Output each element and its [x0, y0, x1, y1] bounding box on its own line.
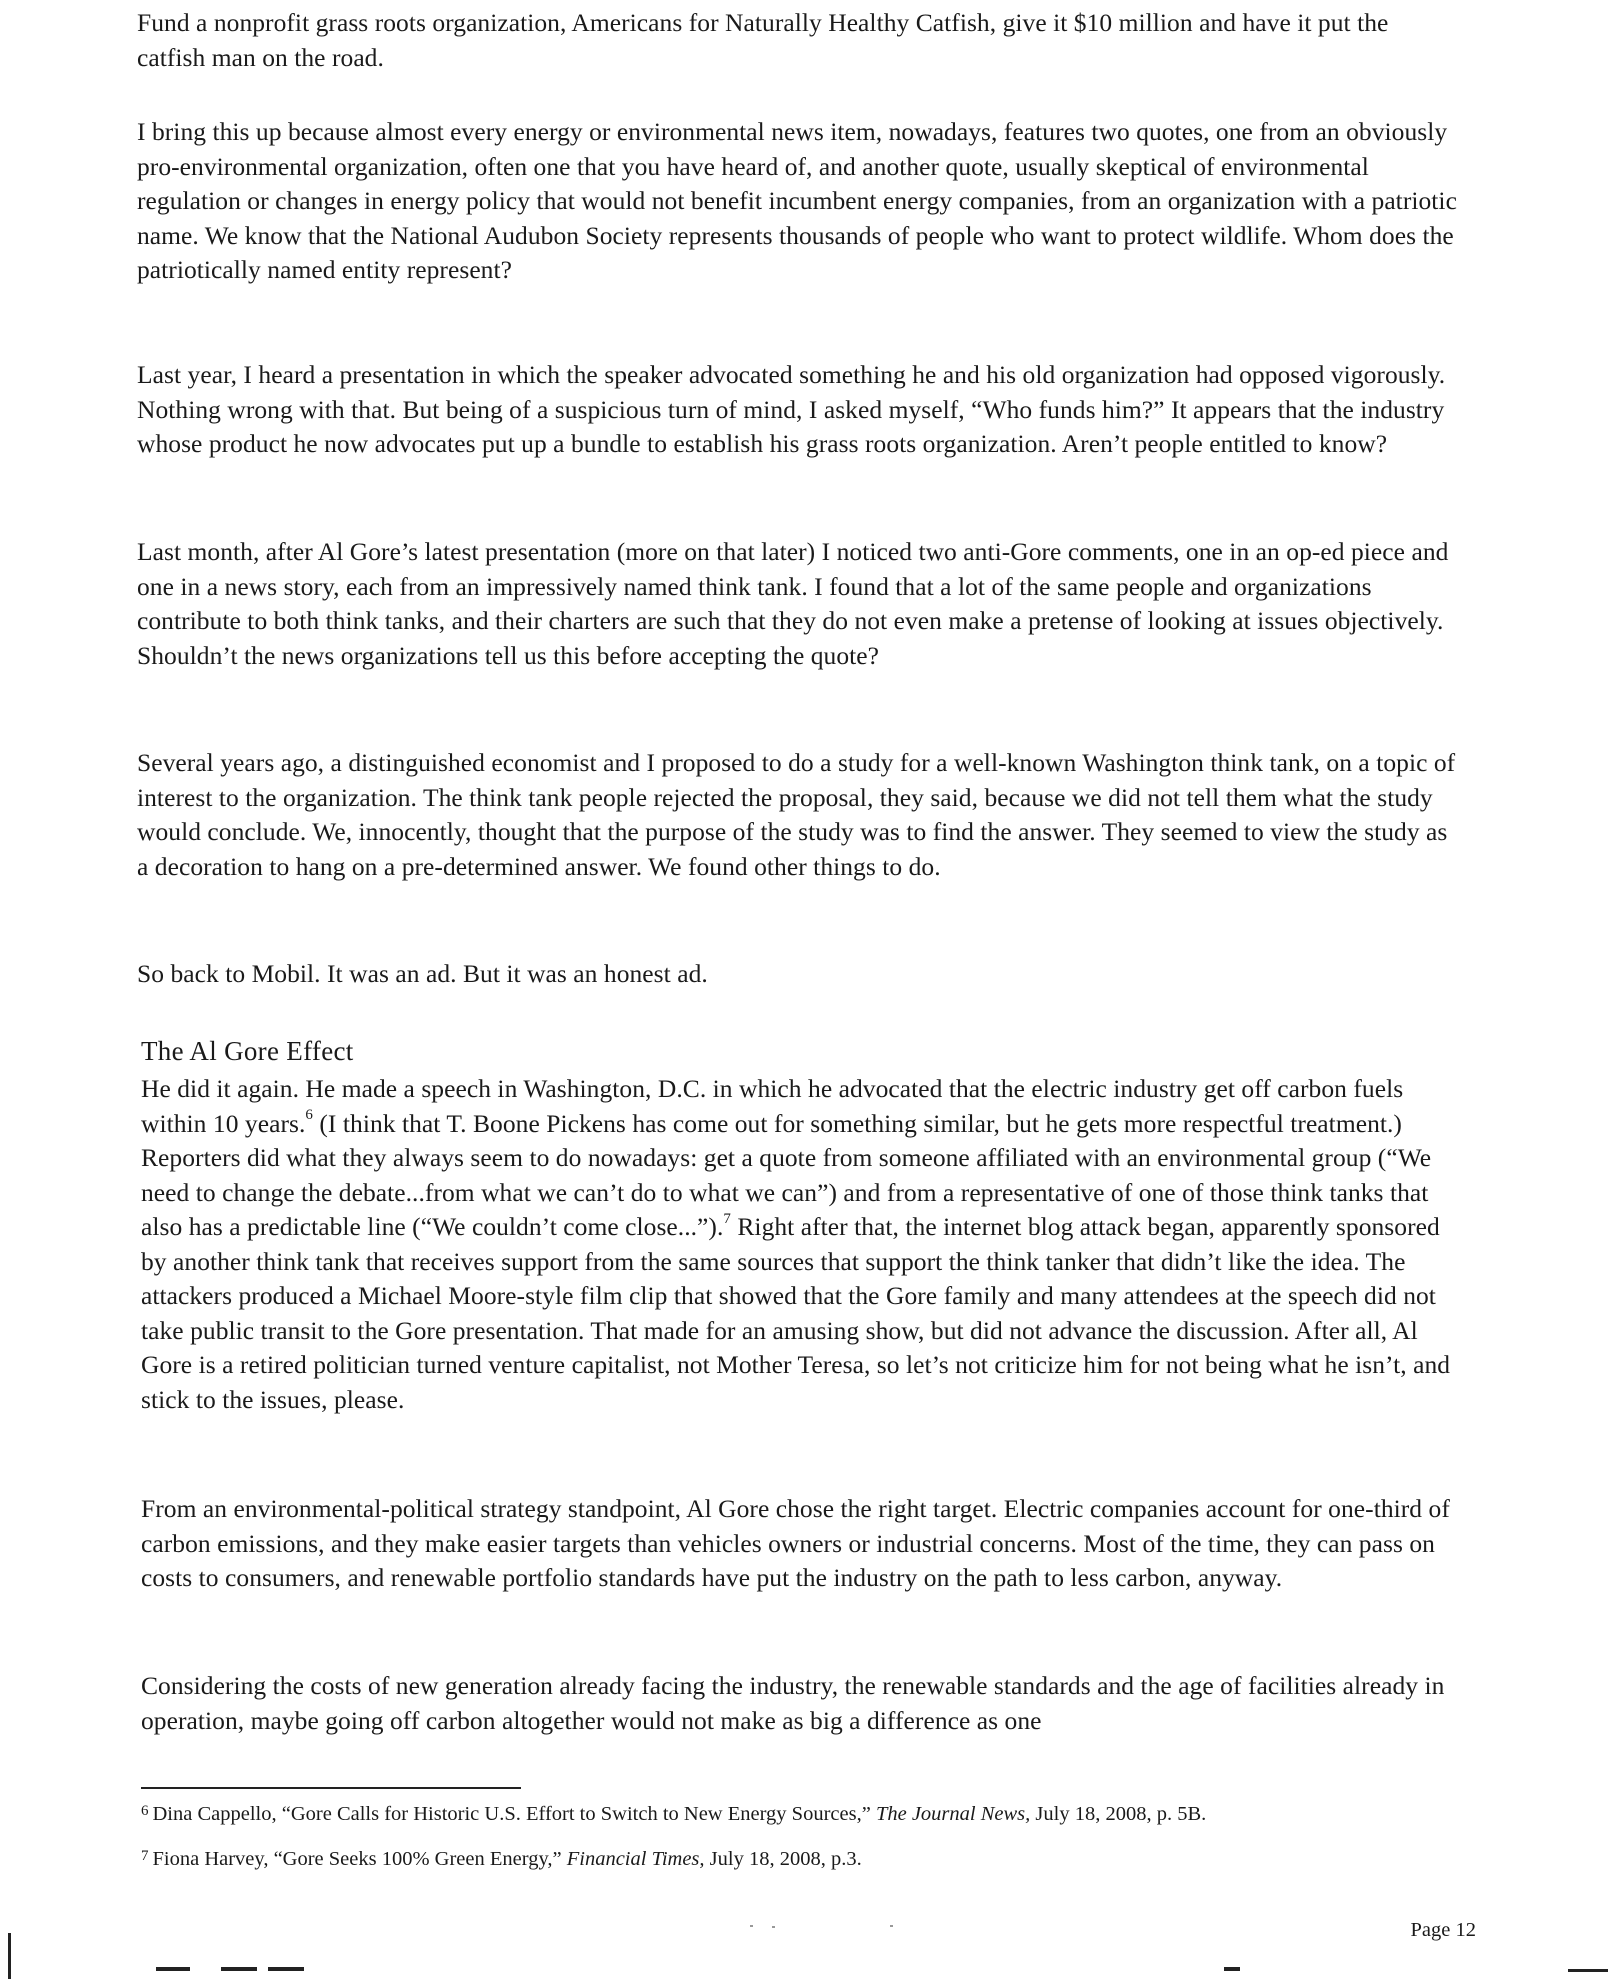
footnote-6 [141, 1801, 1206, 1829]
section-heading: The Al Gore Effect [141, 1036, 354, 1066]
footnote-ref-7: 7 [723, 1210, 731, 1227]
footnote-date: July 18, 2008, p.3. [704, 1848, 862, 1870]
scan-artifact-mark [268, 1967, 304, 1971]
gore-text-part3: Right after that, the internet blog attack began, apparently sponsored by another think tank that receives support from the same sources that support the think tanker that didn’t like the idea. The attackers produced a Michael Moore-style film clip that showed that the Gore family and many attendees at the speech did not take public transit to the Gore presentation. That made for an amusing show, but did not advance the discussion. After all, Al Gore is a retired politician turned venture capitalist, not Mother Teresa, so let’s not criticize him for not being what he isn’t, and stick to the issues, please. [141, 1212, 1451, 1414]
paragraph-mobil: So back to Mobil. It was an ad. But it was an honest ad. [137, 959, 708, 988]
paragraph-last-month: Last month, after Al Gore’s latest presentation (more on that later) I noticed two anti-Gore comments, one in an op-ed piece and one in a news story, each from an impressively named think tank. I found that a lot of the same people and organizations contribute to both think tanks, and their charters are such that they do not even make a pretense of looking at issues objectively. Shouldn’t the news organizations tell us this before accepting the quote? [137, 537, 1449, 670]
footnote-number: 7 [141, 1848, 149, 1864]
scan-artifact-left-bar [8, 1933, 11, 1979]
footnote-number: 6 [141, 1803, 149, 1819]
paragraph-last-year: Last year, I heard a presentation in which the speaker advocated something he and his old organization had opposed vigorously. Nothing wrong with that. But being of a suspicious turn of mind, I asked myself, “Who funds him?” It appears that the industry whose product he now advocates put up a bundle to establish his grass roots organization. Aren’t people entitled to know? [137, 360, 1446, 458]
scan-artifact-mark [1224, 1967, 1240, 1971]
scan-artifact-mark [1568, 1969, 1608, 1972]
scan-artifact-dot [750, 1925, 753, 1927]
footnote-source: Financial Times, [566, 1848, 705, 1870]
footnote-text: Fiona Harvey, “Gore Seeks 100% Green Energy,” [152, 1848, 567, 1870]
paragraph-catfish: Fund a nonprofit grass roots organization, Americans for Naturally Healthy Catfish, give it $10 million and have it put the catfish man on the road. [137, 8, 1389, 72]
page-number: Page 12 [1410, 1919, 1476, 1941]
scan-artifact-dot [890, 1925, 893, 1927]
gore-text-part1: He did it again. He made a speech in Washington, D.C. in which he advocated that the electric industry get off carbon fuels within 10 years. [141, 1074, 1404, 1138]
footnote-7 [141, 1846, 862, 1874]
gore-text-part2: (I think that T. Boone Pickens has come out for something similar, but he gets more respectful treatment.) Reporters did what they always seem to do nowadays: get a quote from someone affiliated with an environmental group (“We need to change the debate...from what we can’t do to what we can”) and from a representative of one of those think tanks that also has a predictable line (“We couldn’t come close...”). [141, 1108, 1432, 1241]
paragraph-quotes: I bring this up because almost every energy or environmental news item, nowadays, features two quotes, one from an obviously pro-environmental organization, often one that you have heard of, and another quote, usually skeptical of environmental regulation or changes in energy policy that would not benefit incumbent energy companies, from an organization with a patriotic name. We know that the National Audubon Society represents thousands of people who want to protect wildlife. Whom does the patriotically named entity represent? [137, 117, 1457, 284]
paragraph-several-years: Several years ago, a distinguished economist and I proposed to do a study for a well-known Washington think tank, on a topic of interest to the organization. The think tank people rejected the proposal, they said, because we did not tell them what the study would conclude. We, innocently, thought that the purpose of the study was to find the answer. They seemed to view the study as a decoration to hang on a pre-determined answer. We found other things to do. [137, 748, 1456, 881]
paragraph-costs: Considering the costs of new generation already facing the industry, the renewable standards and the age of facilities already in operation, maybe going off carbon altogether would not make as big a difference as one [141, 1671, 1445, 1735]
scan-artifact-mark [156, 1967, 190, 1971]
paragraph-strategy: From an environmental-political strategy standpoint, Al Gore chose the right target. Electric companies account for one-third of carbon emissions, and they make easier targets than vehicles owners or industrial concerns. Most of the time, they can pass on costs to consumers, and renewable portfolio standards have put the industry on the path to less carbon, anyway. [141, 1494, 1450, 1592]
footnote-source: The Journal News, [875, 1803, 1031, 1825]
footnote-date: July 18, 2008, p. 5B. [1030, 1803, 1207, 1825]
scan-artifact-dot [772, 1926, 775, 1928]
scan-artifact-mark [221, 1967, 257, 1971]
footnote-separator [141, 1787, 521, 1789]
footnote-ref-6: 6 [305, 1107, 313, 1123]
footnote-text: Dina Cappello, “Gore Calls for Historic U.S. Effort to Switch to New Energy Sources,” [152, 1803, 876, 1825]
paragraph-gore-effect [141, 1072, 1457, 1417]
